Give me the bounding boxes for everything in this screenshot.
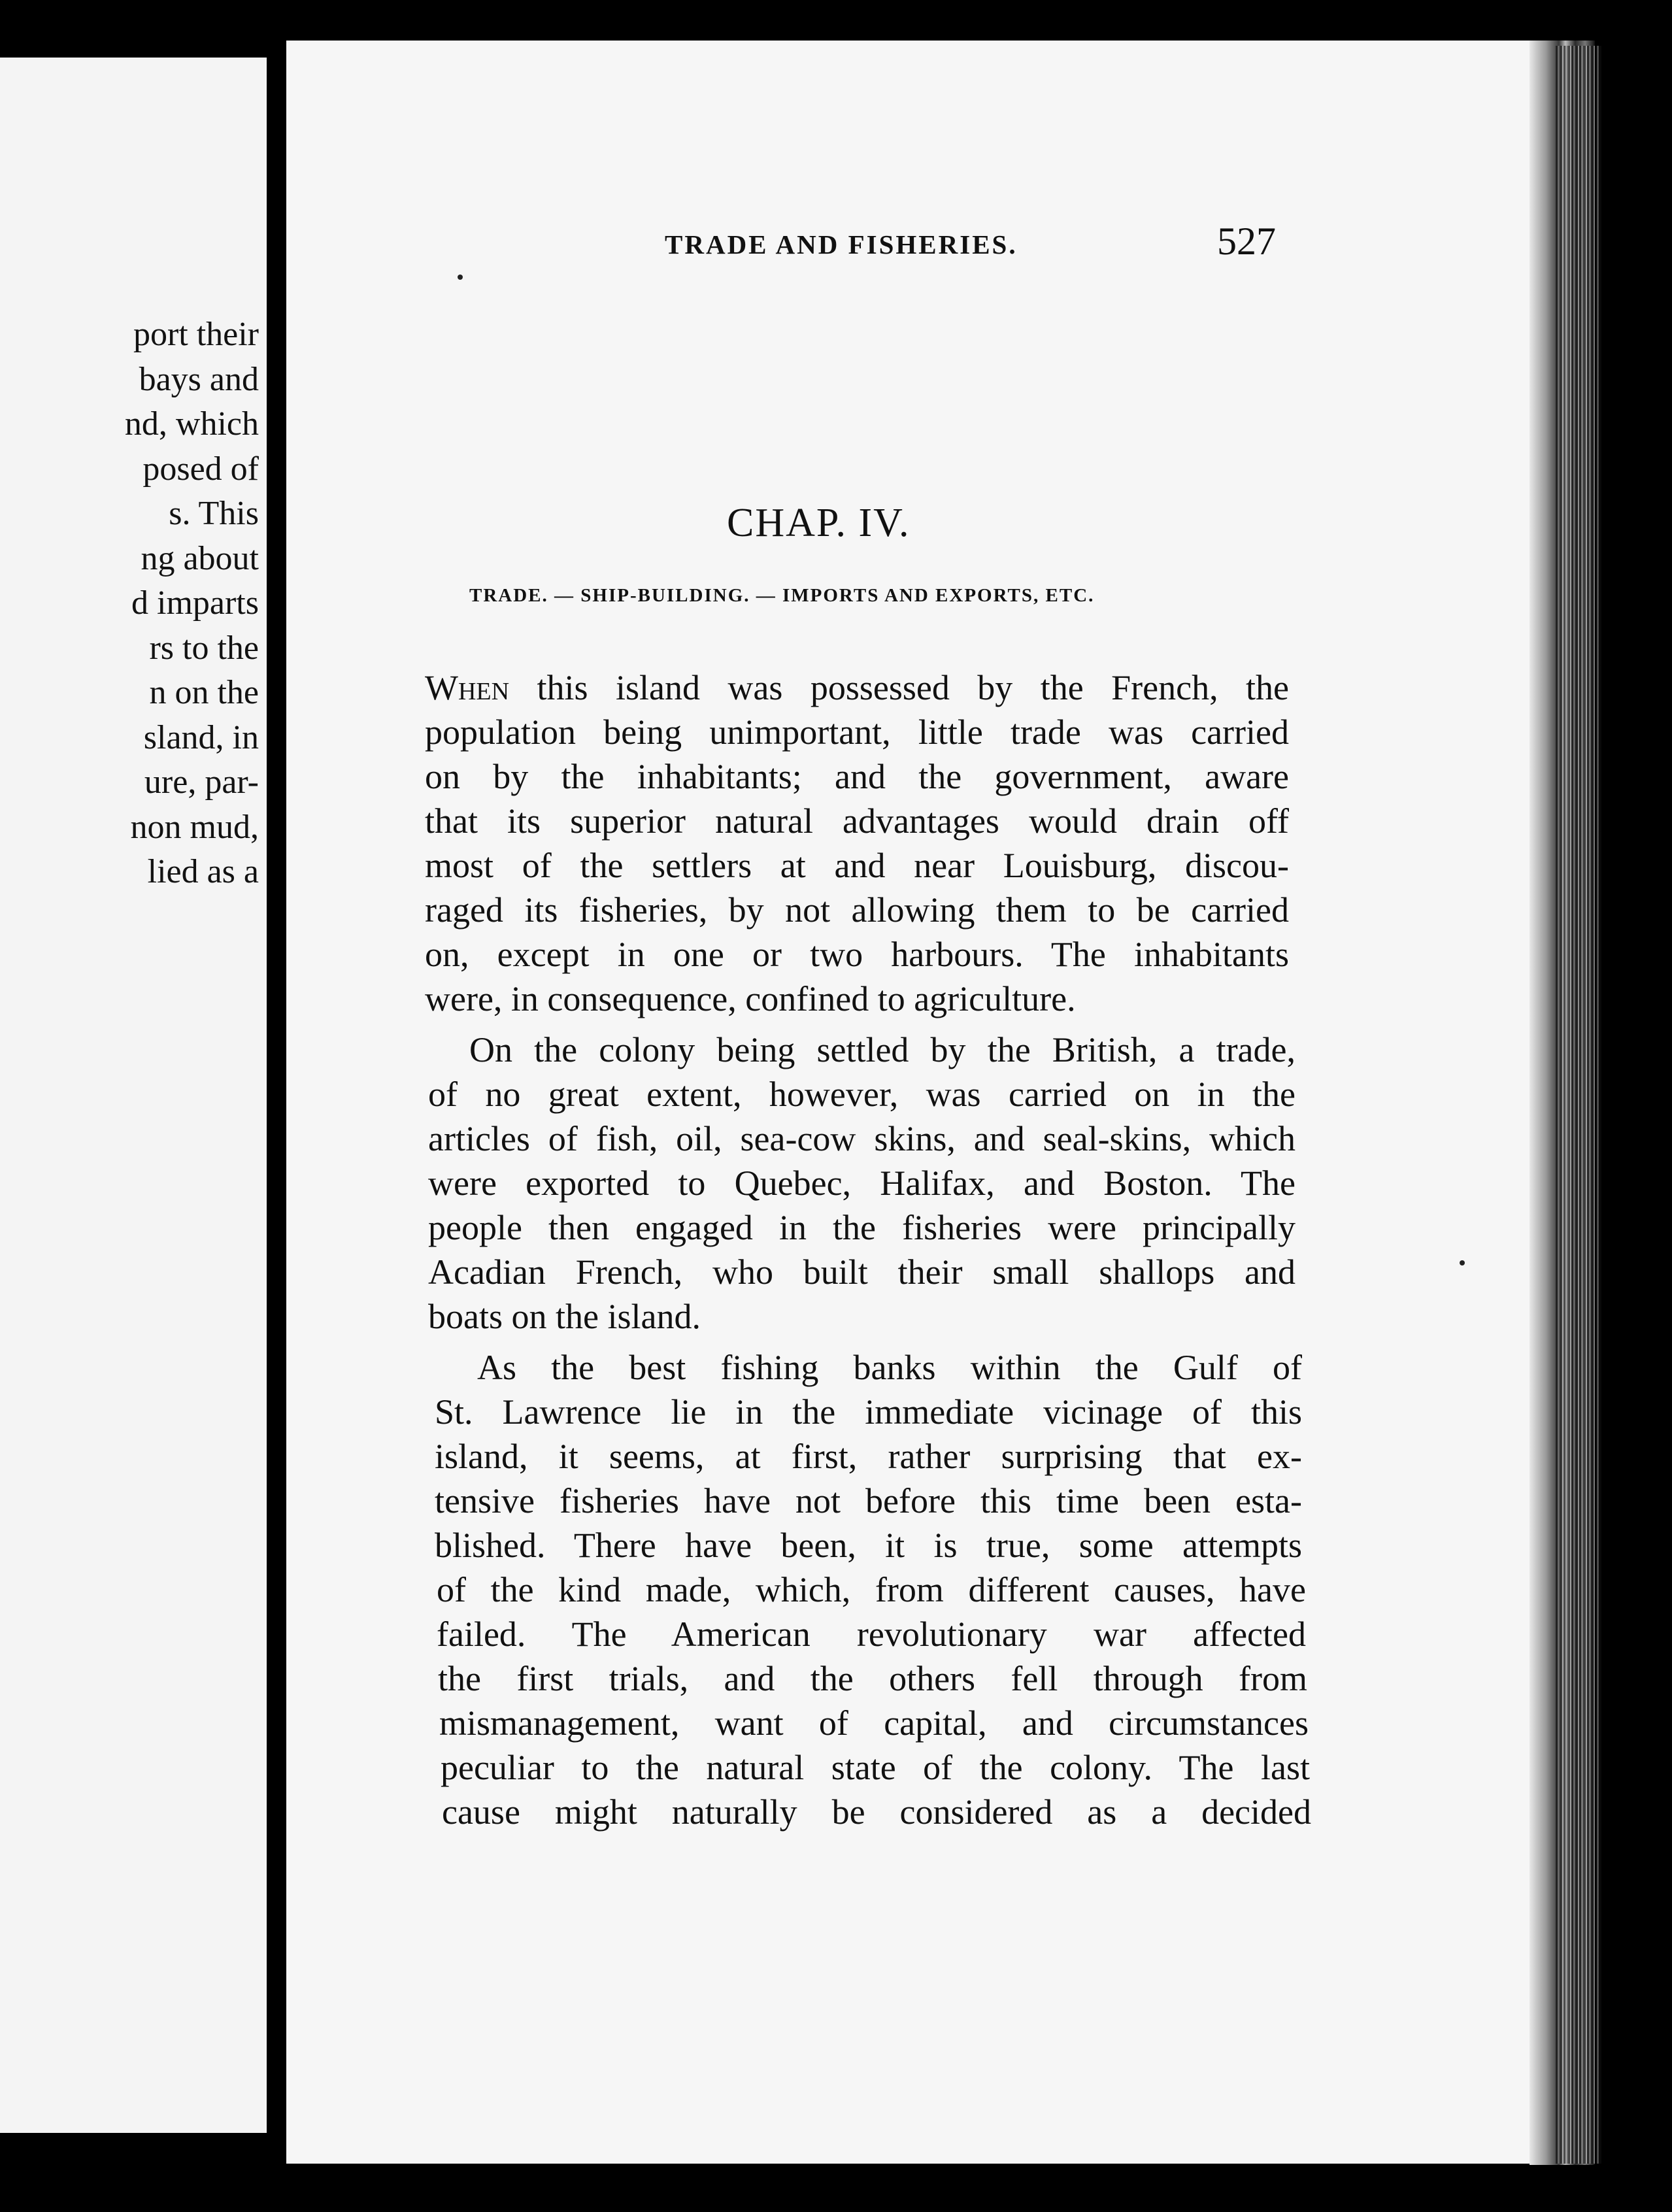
chapter-heading: CHAP. IV. xyxy=(727,501,911,545)
body-line: peculiar to the natural state of the colony. The last xyxy=(441,1748,1310,1787)
body-line: blished. There have been, it is true, some attempts xyxy=(435,1526,1302,1565)
body-line: articles of fish, oil, sea-cow skins, and seal-skins, which xyxy=(428,1119,1296,1158)
page-number: 527 xyxy=(1217,220,1276,263)
left-page-line: s. This xyxy=(169,495,259,532)
left-page xyxy=(0,58,267,2133)
left-page-line: bays and xyxy=(139,361,259,398)
body-line: boats on the island. xyxy=(428,1297,701,1336)
running-head: TRADE AND FISHERIES. xyxy=(665,229,1018,260)
page-edge-stripes xyxy=(1556,46,1601,2164)
left-page-line: n on the xyxy=(149,674,259,711)
left-page-line: posed of xyxy=(142,450,259,488)
body-line: As the best fishing banks within the Gulf of xyxy=(477,1348,1302,1387)
left-page-line: non mud, xyxy=(130,809,259,846)
left-page-line: ure, par- xyxy=(144,763,259,801)
body-line: When this island was possessed by the French, the xyxy=(425,668,1289,707)
left-page-line: ng about xyxy=(141,540,259,577)
chapter-subheading: TRADE. — SHIP-BUILDING. — IMPORTS AND EXPORTS, ETC. xyxy=(469,585,1095,606)
body-line: failed. The American revolutionary war affected xyxy=(437,1615,1306,1654)
body-line: On the colony being settled by the British, a trade, xyxy=(469,1030,1296,1069)
body-line: tensive fisheries have not before this time been esta- xyxy=(435,1481,1302,1520)
body-line: most of the settlers at and near Louisburg, discou- xyxy=(425,846,1289,885)
left-page-line: d imparts xyxy=(131,584,259,622)
body-line: island, it seems, at first, rather surprising that ex- xyxy=(435,1437,1302,1476)
body-line: St. Lawrence lie in the immediate vicinage of this xyxy=(435,1392,1302,1432)
left-page-line: nd, which xyxy=(124,405,259,443)
body-line: cause might naturally be considered as a decided xyxy=(442,1792,1311,1832)
body-line: the first trials, and the others fell through from xyxy=(438,1659,1307,1698)
body-line: raged its fisheries, by not allowing them to be carried xyxy=(425,890,1289,930)
left-page-line: port their xyxy=(133,316,259,353)
body-line: of no great extent, however, was carried on in the xyxy=(428,1075,1296,1114)
body-line: people then engaged in the fisheries were principally xyxy=(428,1208,1296,1247)
body-line: of the kind made, which, from different causes, have xyxy=(437,1570,1306,1609)
print-speck xyxy=(458,275,463,280)
body-line: were exported to Quebec, Halifax, and Boston. The xyxy=(428,1164,1296,1203)
left-page-line: lied as a xyxy=(147,853,259,890)
print-speck xyxy=(1460,1260,1465,1265)
book-gutter xyxy=(267,0,286,2212)
body-line: mismanagement, want of capital, and circumstances xyxy=(439,1703,1309,1743)
left-page-line: sland, in xyxy=(143,719,259,756)
drop-word: When xyxy=(425,668,510,707)
body-line: on, except in one or two harbours. The inhabitants xyxy=(425,935,1289,974)
left-page-line: rs to the xyxy=(149,629,259,667)
body-line: on by the inhabitants; and the government, aware xyxy=(425,757,1289,796)
body-line: that its superior natural advantages would drain off xyxy=(425,801,1289,841)
body-line: population being unimportant, little trade was carried xyxy=(425,712,1289,752)
body-line: were, in consequence, confined to agriculture. xyxy=(425,979,1076,1018)
body-line: Acadian French, who built their small shallops and xyxy=(428,1252,1296,1292)
